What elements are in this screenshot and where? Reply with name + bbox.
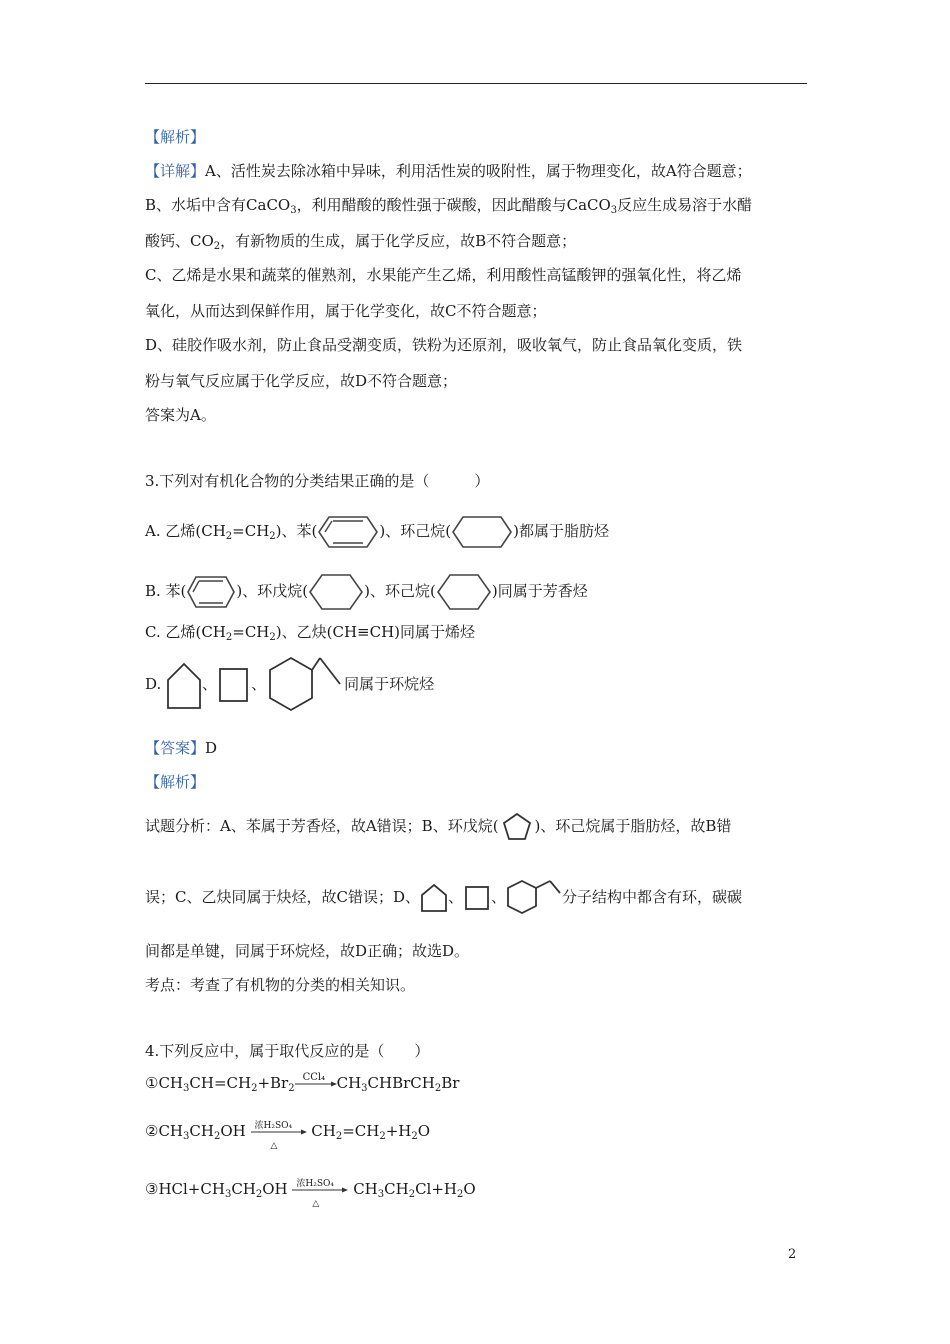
q2-detail-line-4: C、乙烯是水果和蔬菜的催熟剂，水果能产生乙烯，利用酸性高锰酸钾的强氧化性，将乙烯 <box>145 266 742 284</box>
cyclohexane-structure <box>436 573 492 611</box>
q3-explanation-line-2: 误；C、乙炔同属于炔烃，故C错误；D、 、 、 分子结构中都含有环，碳碳 <box>145 874 742 920</box>
q2-detail-line-1: 【详解】A、活性炭去除冰箱中异味，利用活性炭的吸附性，属于物理变化，故A符合题意； <box>145 162 752 180</box>
q3-analysis-tag: 【解析】 <box>145 773 206 791</box>
benzene-structure <box>317 515 379 549</box>
q4-reaction-2: $②CH_3CH_2OH$ 浓H₂SO₄ △ $CH_2=CH_2+H_2O$ <box>145 1121 431 1151</box>
cyclopentane-structure <box>166 660 202 710</box>
reaction-arrow: 浓H₂SO₄ △ <box>251 1121 307 1143</box>
q3-explanation-line-3: 间都是单键，同属于环烷烃，故D正确；故选D。 <box>145 942 470 960</box>
benzene-structure <box>186 575 236 609</box>
q4-reaction-1: $①CH_3CH=CH_2+Br_2$ CCl₄ $CH_3CHBrCH_2Br$ <box>145 1072 460 1094</box>
q3-stem: 3.下列对有机化合物的分类结果正确的是（ ） <box>145 472 490 490</box>
header-rule <box>145 83 807 84</box>
detail-tag: 【详解】 <box>145 162 206 180</box>
reaction-arrow: CCl₄ <box>295 1073 337 1095</box>
q2-detail-line-5: 氧化，从而达到保鲜作用，属于化学变化，故C不符合题意； <box>145 302 547 320</box>
q3-explanation-line-1: 试题分析：A、苯属于芳香烃，故A错误；B、环戊烷( )、环己烷属于脂肪烃，故B错 <box>145 806 731 846</box>
q2-detail-line-3: 酸钙、$CO_2$，有新物质的生成，属于化学反应，故B不符合题意； <box>145 232 577 252</box>
q3-option-c: C. 乙烯$(CH_2=CH_2)$、乙炔(CH≡CH)同属于烯烃 <box>145 623 476 643</box>
cyclopentane-structure <box>420 881 448 915</box>
q3-option-b: B. 苯( )、环戊烷( )、环己烷( )同属于芳香烃 <box>145 573 588 611</box>
q4-stem: 4.下列反应中，属于取代反应的是（ ） <box>145 1042 430 1060</box>
methylcyclohexane-structure <box>266 654 344 716</box>
q2-detail-line-7: 粉与氧气反应属于化学反应，故D不符合题意； <box>145 372 458 390</box>
cyclobutane-structure <box>217 665 251 705</box>
methylcyclohexane-structure <box>506 877 562 919</box>
cyclobutane-structure <box>463 883 491 913</box>
q2-detail-line-6: D、硅胶作吸水剂，防止食品受潮变质，铁粉为还原剂，吸收氧气，防止食品氧化变质，铁 <box>145 336 743 354</box>
q3-option-d: D. 、 、 同属于环烷烃 <box>145 654 434 716</box>
q3-answer: 【答案】D <box>145 739 218 757</box>
q3-option-a: A. 乙烯$(CH_2=CH_2)$、苯( )、环己烷( )都属于脂肪烃 <box>145 515 609 549</box>
page-number: 2 <box>788 1247 797 1262</box>
q2-detail-line-2: B、水垢中含有CaCO$_3$，利用醋酸的酸性强于碳酸，因此醋酸与CaCO$_3$反应生成易溶于水醋 <box>145 196 753 216</box>
reaction-arrow: 浓H₂SO₄ △ <box>292 1179 348 1201</box>
cyclopentane-structure <box>499 808 535 846</box>
q4-reaction-3: $③HCl+CH_3CH_2OH$ 浓H₂SO₄ △ $CH_3CH_2Cl+H_2O$ <box>145 1179 476 1209</box>
cyclohexane-structure <box>451 515 513 549</box>
cyclopentane-structure <box>308 573 364 611</box>
q2-answer-line: 答案为A。 <box>145 406 216 424</box>
q3-knowledge-point: 考点：考查了有机物的分类的相关知识。 <box>145 976 416 994</box>
analysis-tag: 【解析】 <box>145 128 206 146</box>
